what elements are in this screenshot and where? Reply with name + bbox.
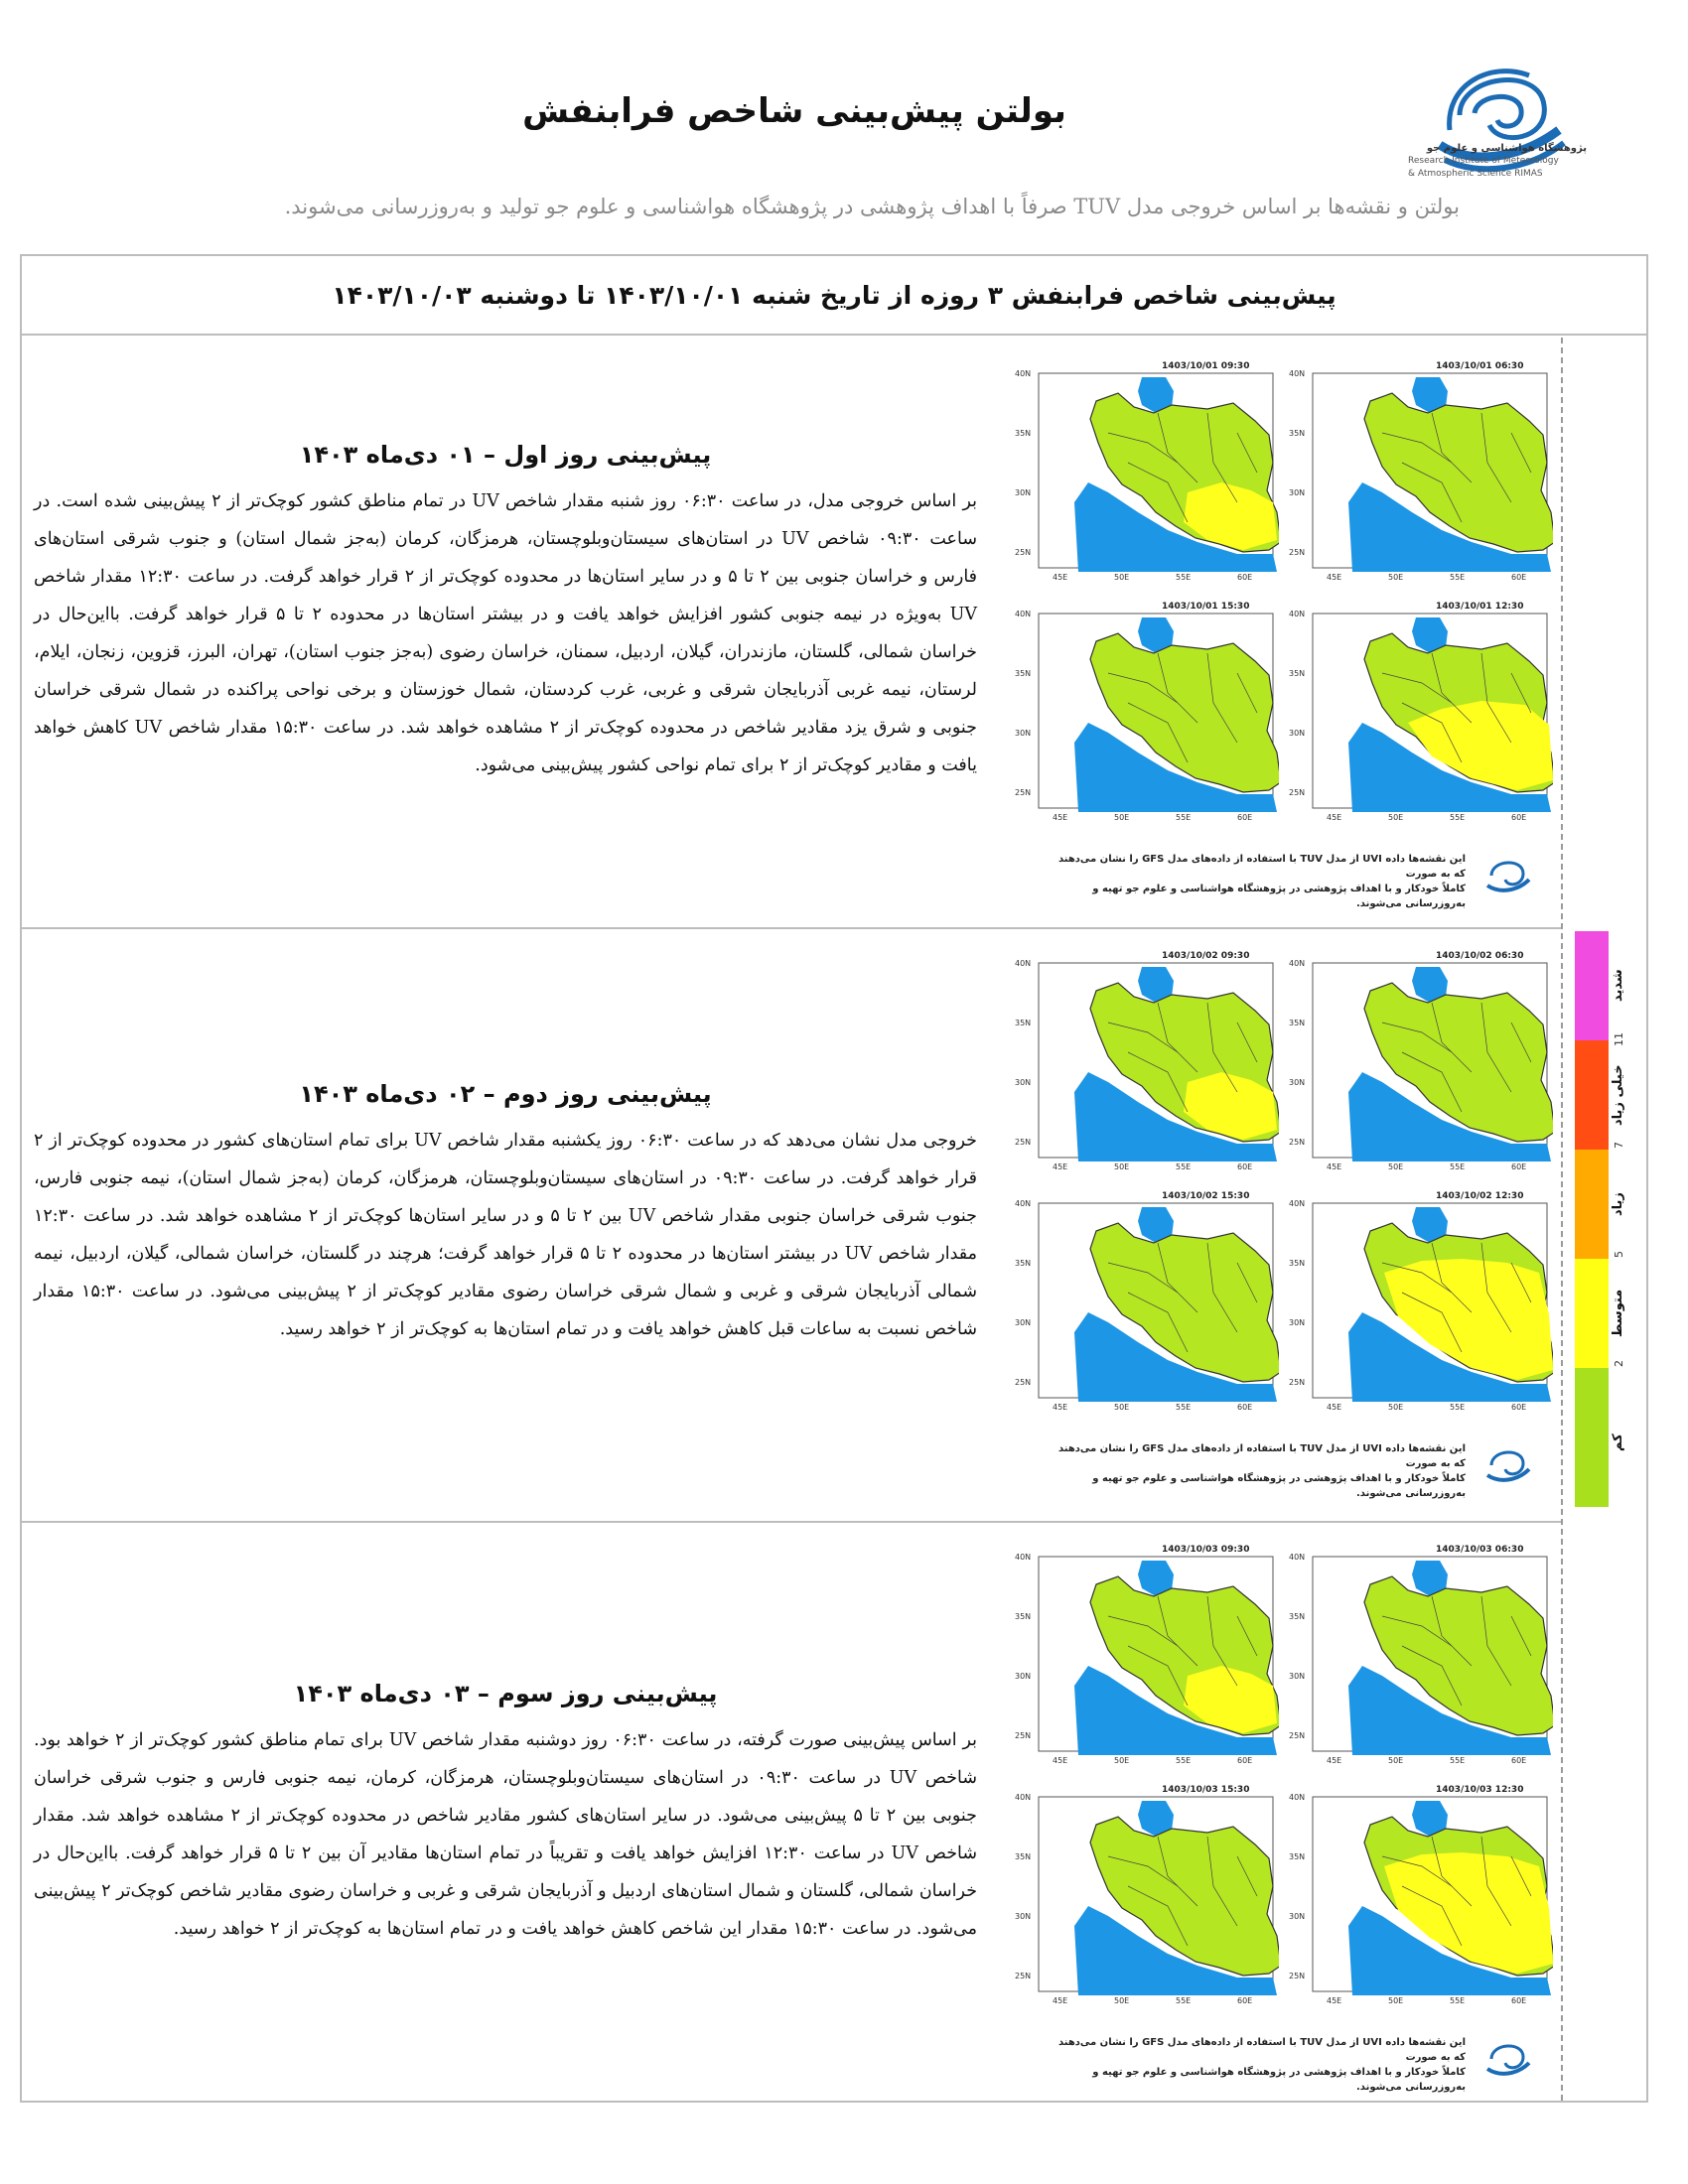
uv-map [1013,598,1279,828]
rimas-mini-logo-icon [1481,1437,1533,1489]
lon-tick-label: 50E [1114,1403,1130,1412]
day-body: بر اساس خروجی مدل، در ساعت ۰۶:۳۰ روز شنبه مقدار شاخص UV در تمام مناطق کشور کوچک‌تر از ۲ پیش‌بینی شده است. در ساعت ۰۹:۳۰ شاخص UV در استان‌های سیستان‌وبلوچستان، هرمزگان، کرمان (به‌جز شمال استان) و جنوب شرقی استان‌های فارس و خراسان جنوبی بین ۲ تا ۵ و در سایر استان‌ها در محدوده کوچک‌تر از ۲ قرار خواهد گرفت. در ساعت ۱۲:۳۰ مقدار شاخص UV به‌ویژه در نیمه جنوبی کشور افزایش خواهد یافت و در بیشتر استان‌ها در محدوده ۲ تا ۵ قرار خواهد گرفت. بااین‌حال در خراسان شمالی، گلستان، مازندران، گیلان، اردبیل، سمنان، خراسان رضوی (به‌جز جنوب استان)، تهران، البرز، قزوین، زنجان، ایلام، لرستان، نیمه غربی آذربایجان شرقی و غربی، غرب کردستان، شمال خوزستان و برخی نواحی پراکنده در شمال شرقی خراسان جنوبی و شرق یزد مقادیر شاخص در محدوده کوچک‌تر از ۲ مشاهده خواهد شد. در ساعت ۱۵:۳۰ مقدار شاخص UV کاهش خواهد یافت و مقادیر کوچک‌تر از ۲ برای تمام نواحی کشور پیش‌بینی می‌شود. [34,491,978,775]
lon-tick-label: 55E [1450,1756,1466,1765]
day-text [34,1680,977,1948]
lon-tick-label: 45E [1053,1756,1068,1765]
lon-tick-label: 60E [1237,1403,1253,1412]
lon-tick-label: 60E [1511,813,1527,822]
lat-tick-label: 40N [1289,1199,1306,1208]
legend-tick: 11 [1613,1032,1625,1046]
lat-tick-label: 30N [1015,1912,1032,1921]
lat-tick-label: 30N [1015,488,1032,497]
lon-tick-label: 60E [1511,1403,1527,1412]
lat-tick-label: 35N [1015,1612,1032,1621]
uv-map [1287,1541,1553,1771]
day-text [34,441,977,784]
lon-tick-label: 45E [1327,813,1342,822]
lon-tick-label: 45E [1327,1162,1342,1171]
lat-tick-label: 25N [1289,1378,1306,1387]
lat-tick-label: 35N [1289,1259,1306,1268]
lon-tick-label: 50E [1388,813,1404,822]
lat-tick-label: 40N [1289,1793,1306,1802]
lon-tick-label: 55E [1450,1403,1466,1412]
map-timestamp-label: 1403/10/01 12:30 [1436,602,1524,612]
rimas-mini-logo-icon [1481,2031,1533,2083]
lat-tick-label: 40N [1015,959,1032,968]
legend-bar-very-high [1575,1040,1609,1150]
lon-tick-label: 50E [1388,1403,1404,1412]
lat-tick-label: 40N [1289,369,1306,378]
lon-tick-label: 50E [1388,1996,1404,2005]
lon-tick-label: 45E [1053,573,1068,582]
legend-label-moderate: متوسط [1611,1289,1625,1338]
lat-tick-label: 40N [1289,610,1306,618]
lon-tick-label: 55E [1450,1996,1466,2005]
lat-tick-label: 25N [1015,1731,1032,1740]
lat-tick-label: 25N [1015,1972,1032,1980]
lon-tick-label: 45E [1053,1403,1068,1412]
lat-tick-label: 25N [1015,1378,1032,1387]
lon-tick-label: 50E [1388,573,1404,582]
map-timestamp-label: 1403/10/02 15:30 [1162,1191,1250,1201]
day-panel-3 [22,1525,1561,2101]
map-timestamp-label: 1403/10/01 06:30 [1436,361,1524,371]
lon-tick-label: 55E [1176,1756,1192,1765]
lat-tick-label: 40N [1015,1793,1032,1802]
map-note-text: این نقشه‌ها داده UVI از مدل TUV با استفاده از داده‌های مدل GFS را نشان می‌دهند که به صورت کاملاً خودکار و با اهداف پژوهشی در پژوهشگاه هواشناسی و علوم جو تهیه و به‌روزرسانی می‌شوند. [1057,1443,1466,1499]
legend-bar-moderate [1575,1259,1609,1368]
lon-tick-label: 50E [1388,1756,1404,1765]
uv-map [1013,1187,1279,1418]
map-timestamp-label: 1403/10/03 09:30 [1162,1545,1250,1555]
legend-label-very-high: خیلی زیاد [1611,1064,1625,1126]
lon-tick-label: 45E [1053,813,1068,822]
day-heading: پیش‌بینی روز دوم – ۰۲ دی‌ماه ۱۴۰۳ [299,1080,712,1108]
lat-tick-label: 35N [1015,1019,1032,1027]
uv-map [1287,1781,1553,2011]
lat-tick-label: 30N [1289,488,1306,497]
lat-tick-label: 35N [1015,429,1032,438]
logo-caption: پژوهشگاه هواشناسی و علوم جو Research Institute of Meteorology & Atmospheric Science RIMAS [1408,143,1587,179]
lon-tick-label: 45E [1327,1996,1342,2005]
lon-tick-label: 50E [1114,1756,1130,1765]
day-panel-1 [22,338,1561,929]
lon-tick-label: 60E [1511,1756,1527,1765]
map-grid [1003,1541,1555,2097]
lat-tick-label: 25N [1289,788,1306,797]
lon-tick-label: 45E [1053,1162,1068,1171]
map-timestamp-label: 1403/10/01 15:30 [1162,602,1250,612]
lon-tick-label: 45E [1327,1403,1342,1412]
lon-tick-label: 60E [1237,1756,1253,1765]
day-text [34,1080,977,1348]
uv-map [1287,357,1553,588]
uv-map [1287,598,1553,828]
lon-tick-label: 55E [1176,1162,1192,1171]
lat-tick-label: 35N [1289,669,1306,678]
lat-tick-label: 30N [1015,1672,1032,1681]
lon-tick-label: 45E [1327,1756,1342,1765]
map-grid [1003,357,1555,913]
map-footer-note [1057,1433,1539,1499]
map-timestamp-label: 1403/10/02 06:30 [1436,951,1524,961]
lat-tick-label: 30N [1289,1078,1306,1087]
day-body: بر اساس پیش‌بینی صورت گرفته، در ساعت ۰۶:۳۰ روز دوشنبه مقدار شاخص UV برای تمام مناطق کشور کوچک‌تر از ۲ خواهد بود. شاخص UV در ساعت ۰۹:۳۰ در استان‌های سیستان‌وبلوچستان، هرمزگان، کرمان، نیمه جنوبی فارس و جنوب شرقی خراسان جنوبی بین ۲ تا ۵ پیش‌بینی می‌شود. در سایر استان‌های کشور مقادیر شاخص در محدوده کوچک‌تر از ۲ مشاهده خواهد شد. مقدار شاخص UV در ساعت ۱۲:۳۰ افزایش خواهد یافت و تقریباً در تمام استان‌ها مقادیر آن بین ۲ تا ۵ قرار خواهد گرفت. بااین‌حال در خراسان شمالی، گلستان و شمال استان‌های اردبیل و آذربایجان شرقی و غربی و خراسان رضوی مقادیر شاخص کوچک‌تر ۲ پیش‌بینی می‌شود. در ساعت ۱۵:۳۰ مقدار این شاخص کاهش خواهد یافت و در تمام استان‌ها به کوچک‌تر از ۲ خواهد رسید. [34,1730,978,1939]
lat-tick-label: 35N [1289,1852,1306,1861]
lat-tick-label: 30N [1289,1672,1306,1681]
legend-label-high: زیاد [1611,1192,1625,1216]
lat-tick-label: 30N [1289,729,1306,738]
lat-tick-label: 30N [1289,1318,1306,1327]
day-body: خروجی مدل نشان می‌دهد که در ساعت ۰۶:۳۰ روز یکشنبه مقدار شاخص UV برای تمام استان‌های کشور در محدوده کوچک‌تر از ۲ قرار خواهد گرفت. در ساعت ۰۹:۳۰ در استان‌های سیستان‌وبلوچستان، هرمزگان، کرمان (به‌جز شمال استان)، نیمه جنوبی فارس، جنوب شرقی خراسان جنوبی مقدار شاخص UV بین ۲ تا ۵ و در سایر استان‌ها کوچک‌تر از ۲ مشاهده خواهد شد. در ساعت ۱۲:۳۰ مقدار شاخص UV در بیشتر استان‌ها در محدوده ۲ تا ۵ قرار خواهد گرفت؛ هرچند در گلستان، خراسان شمالی، گیلان، اردبیل، نیمه شمالی آذربایجان شرقی و غربی و شمال شرقی خراسان رضوی مقادیر کوچک‌تر از ۲ پیش‌بینی می‌شود. در ساعت ۱۵:۳۰ مقدار شاخص نسبت به ساعات قبل کاهش خواهد یافت و در تمام استان‌ها به کوچک‌تر از ۲ خواهد رسید. [34,1131,978,1339]
uv-map [1013,357,1279,588]
map-timestamp-label: 1403/10/03 06:30 [1436,1545,1524,1555]
lat-tick-label: 25N [1289,1731,1306,1740]
lat-tick-label: 35N [1015,669,1032,678]
lon-tick-label: 50E [1388,1162,1404,1171]
map-note-text: این نقشه‌ها داده UVI از مدل TUV با استفاده از داده‌های مدل GFS را نشان می‌دهند که به صورت کاملاً خودکار و با اهداف پژوهشی در پژوهشگاه هواشناسی و علوم جو تهیه و به‌روزرسانی می‌شوند. [1057,2037,1466,2093]
lon-tick-label: 55E [1176,1403,1192,1412]
legend-bar-low [1575,1368,1609,1507]
day-panel-2 [22,931,1561,1523]
lat-tick-label: 25N [1289,1138,1306,1147]
lon-tick-label: 50E [1114,813,1130,822]
uv-map [1013,1541,1279,1771]
map-footer-note [1057,844,1539,909]
lon-tick-label: 60E [1237,1996,1253,2005]
legend-tick: 2 [1613,1360,1625,1367]
lat-tick-label: 25N [1289,548,1306,557]
lat-tick-label: 35N [1289,1612,1306,1621]
lon-tick-label: 55E [1450,573,1466,582]
lat-tick-label: 25N [1015,548,1032,557]
lon-tick-label: 50E [1114,1996,1130,2005]
lon-tick-label: 55E [1450,813,1466,822]
map-timestamp-label: 1403/10/02 09:30 [1162,951,1250,961]
lat-tick-label: 25N [1015,1138,1032,1147]
uv-map [1287,1187,1553,1418]
lon-tick-label: 50E [1114,573,1130,582]
lat-tick-label: 40N [1289,1553,1306,1562]
lon-tick-label: 55E [1176,1996,1192,2005]
map-footer-note [1057,2027,1539,2093]
lon-tick-label: 60E [1511,1996,1527,2005]
legend-label-low: کم [1611,1433,1625,1451]
map-timestamp-label: 1403/10/01 09:30 [1162,361,1250,371]
map-grid [1003,947,1555,1503]
lon-tick-label: 60E [1511,573,1527,582]
legend-tick: 5 [1613,1251,1625,1258]
day-heading: پیش‌بینی روز اول – ۰۱ دی‌ماه ۱۴۰۳ [299,441,712,469]
uv-map [1013,1781,1279,2011]
lat-tick-label: 35N [1289,429,1306,438]
map-timestamp-label: 1403/10/03 12:30 [1436,1785,1524,1795]
map-timestamp-label: 1403/10/02 12:30 [1436,1191,1524,1201]
lat-tick-label: 25N [1289,1972,1306,1980]
map-note-text: این نقشه‌ها داده UVI از مدل TUV با استفاده از داده‌های مدل GFS را نشان می‌دهند که به صورت کاملاً خودکار و با اهداف پژوهشی در پژوهشگاه هواشناسی و علوم جو تهیه و به‌روزرسانی می‌شوند. [1057,854,1466,909]
lon-tick-label: 60E [1237,813,1253,822]
lat-tick-label: 30N [1015,1318,1032,1327]
lat-tick-label: 30N [1015,1078,1032,1087]
lon-tick-label: 55E [1450,1162,1466,1171]
lon-tick-label: 45E [1053,1996,1068,2005]
legend-separator [1561,338,1563,2101]
bulletin-title: بولتن پیش‌بینی شاخص فرابنفش [522,91,1066,131]
legend-tick: 7 [1613,1142,1625,1149]
bulletin-subtitle: بولتن و نقشه‌ها بر اساس خروجی مدل TUV صرفاً با اهداف پژوهشی در پژوهشگاه هواشناسی و علوم جو تولید و به‌روزرسانی می‌شوند. [284,195,1460,218]
lon-tick-label: 60E [1237,1162,1253,1171]
uv-map [1287,947,1553,1177]
lon-tick-label: 55E [1176,813,1192,822]
lat-tick-label: 35N [1015,1852,1032,1861]
rimas-mini-logo-icon [1481,848,1533,899]
uv-map [1013,947,1279,1177]
legend-bar-high [1575,1150,1609,1259]
lat-tick-label: 40N [1015,1553,1032,1562]
uv-legend [1575,931,1625,1507]
lon-tick-label: 55E [1176,573,1192,582]
legend-label-extreme: شدید [1611,969,1625,1003]
lon-tick-label: 45E [1327,573,1342,582]
lat-tick-label: 30N [1289,1912,1306,1921]
lat-tick-label: 25N [1015,788,1032,797]
legend-bar-extreme [1575,931,1609,1040]
map-timestamp-label: 1403/10/03 15:30 [1162,1785,1250,1795]
lat-tick-label: 40N [1289,959,1306,968]
lon-tick-label: 60E [1237,573,1253,582]
lat-tick-label: 40N [1015,610,1032,618]
lat-tick-label: 40N [1015,369,1032,378]
lat-tick-label: 40N [1015,1199,1032,1208]
lon-tick-label: 60E [1511,1162,1527,1171]
forecast-range-title: پیش‌بینی شاخص فرابنفش ۳ روزه از تاریخ شنبه ۱۴۰۳/۱۰/۰۱ تا دوشنبه ۱۴۰۳/۱۰/۰۳ [22,256,1646,336]
day-heading: پیش‌بینی روز سوم – ۰۳ دی‌ماه ۱۴۰۳ [293,1680,718,1707]
lat-tick-label: 35N [1289,1019,1306,1027]
lat-tick-label: 35N [1015,1259,1032,1268]
lon-tick-label: 50E [1114,1162,1130,1171]
lat-tick-label: 30N [1015,729,1032,738]
